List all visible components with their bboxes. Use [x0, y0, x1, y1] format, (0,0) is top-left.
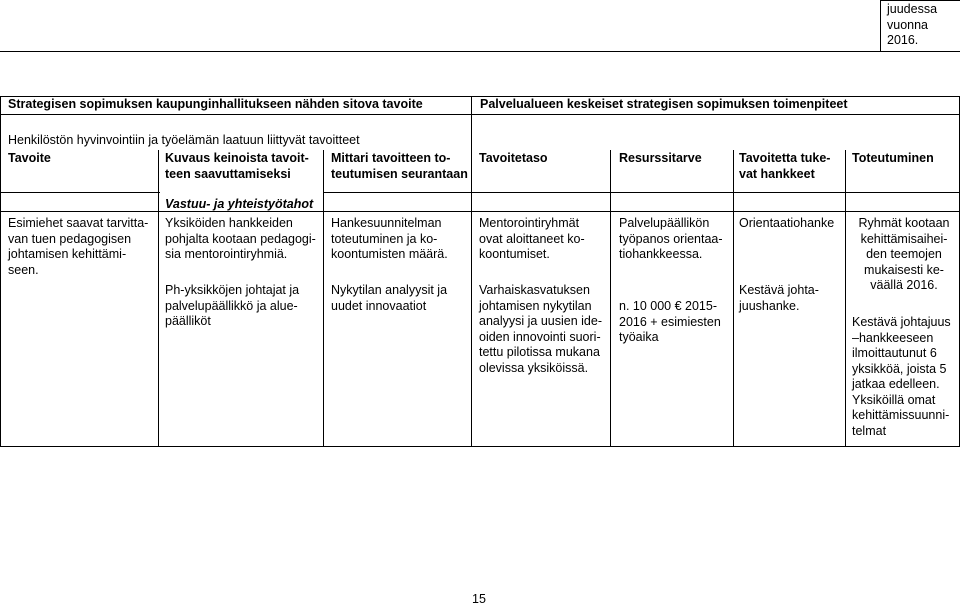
cell-mittari-2: Nykytilan analyysit ja uudet innovaatiot — [331, 283, 448, 313]
top-note-border — [880, 0, 960, 1]
cell-tavoitetaso-2: Varhaiskasvatuksen johtamisen nykytilan analyysi ja uusien ide- oiden innovointi suori- tettu pilotissa mukana olevissa yksiköissä. — [479, 283, 602, 375]
col-divider-4 — [610, 150, 611, 447]
main-table-bottom-border — [0, 446, 960, 447]
cell-toteutuminen-2: Kestävä johtajuus –hankkeeseen ilmoittautunut 6 yksikköä, joista 5 jatkaa edelleen. Yksiköillä omat kehittämissuunni- telmat — [852, 315, 951, 438]
cell-mittari-1: Hankesuunnitelman toteutuminen ja ko- koontumisten määrä. — [331, 216, 448, 261]
cell-hanke-2: Kestävä johta- juushanke. — [739, 283, 819, 313]
top-note: juudessa vuonna 2016. — [887, 2, 938, 47]
vastuu-row-bottom-border — [0, 211, 960, 212]
cell-kuvaus-2: Ph-yksikköjen johtajat ja palvelupäällikkö ja alue- päälliköt — [165, 283, 300, 328]
cell-tavoite: Esimiehet saavat tarvitta- van tuen pedagogisen johtamisen kehittämi- seen. — [8, 216, 149, 277]
header-bottom-border-right — [324, 192, 960, 193]
cell-toteutuminen-1: Ryhmät kootaan kehittämisaihei- den teemojen mukaisesti ke- väällä 2016. — [858, 216, 950, 292]
cell-tavoitetaso-1: Mentorointiryhmät ovat aloittaneet ko- koontumiset. — [479, 216, 585, 261]
vastuu-label: Vastuu- ja yhteistyötahot — [165, 197, 314, 211]
cell-hanke-1: Orientaatiohanke — [739, 216, 835, 230]
cell-resurssi-2: n. 10 000 € 2015- 2016 + esimiesten työaika — [619, 299, 721, 344]
top-note-border-left — [880, 0, 881, 52]
col-divider-1 — [158, 150, 159, 447]
left-section-title: Strategisen sopimuksen kaupunginhallitukseen nähden sitova tavoite — [8, 97, 423, 111]
top-table-bottom-border — [0, 51, 960, 52]
header-kuvaus: Kuvaus keinoista tavoit- teen saavuttamiseksi — [165, 151, 309, 181]
col-divider-5 — [733, 150, 734, 447]
cell-kuvaus-1: Yksiköiden hankkeiden pohjalta kootaan pedagogi- sia mentorointiryhmiä. — [165, 216, 316, 261]
header-toteutuminen: Toteutuminen — [852, 151, 934, 165]
header-tavoite: Tavoite — [8, 151, 51, 165]
header-hankkeet: Tavoitetta tuke- vat hankkeet — [739, 151, 831, 181]
right-section-title: Palvelualueen keskeiset strategisen sopimuksen toimenpiteet — [480, 97, 848, 111]
col-divider-6 — [845, 150, 846, 447]
header-mittari: Mittari tavoitteen to- teutumisen seurantaan — [331, 151, 468, 181]
section-divider — [471, 96, 472, 447]
title-row-bottom-border — [0, 114, 960, 115]
header-resurssitarve: Resurssitarve — [619, 151, 702, 165]
cell-resurssi-1: Palvelupäällikön työpanos orientaa- tiohankkeessa. — [619, 216, 723, 261]
header-tavoitetaso: Tavoitetaso — [479, 151, 548, 165]
header-bottom-border-left — [0, 192, 160, 193]
page-number: 15 — [472, 592, 486, 606]
table-border-left — [0, 96, 1, 447]
col-divider-2 — [323, 150, 324, 447]
section-heading: Henkilöstön hyvinvointiin ja työelämän laatuun liittyvät tavoitteet — [8, 133, 360, 147]
